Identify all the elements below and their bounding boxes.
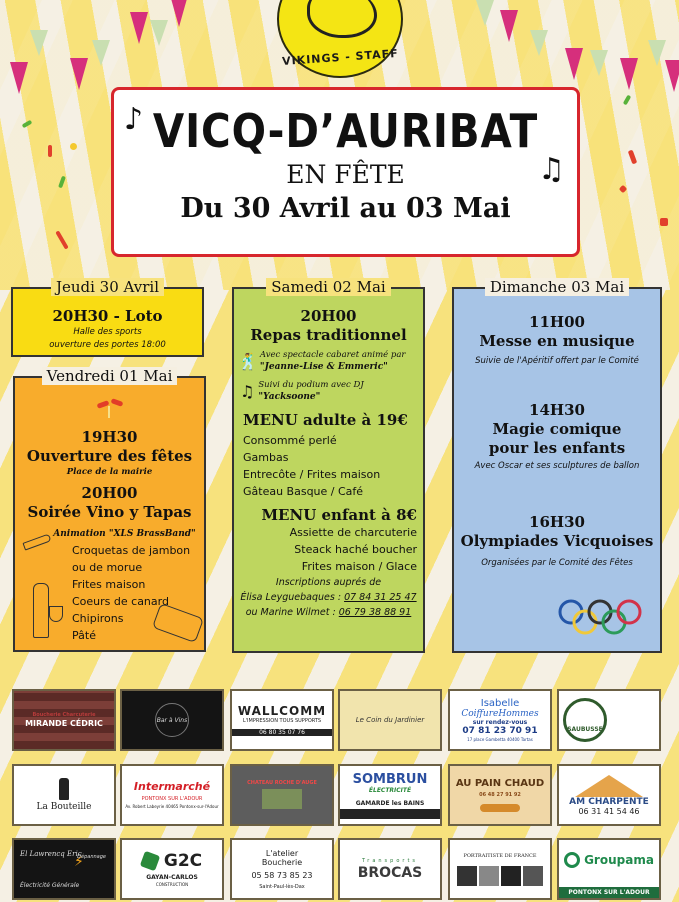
menu-item: Steack haché boucher (294, 543, 417, 556)
sponsor-addr: Av. Robert Labeyrie 40465 Pontonx-sur-l'Adour (125, 804, 219, 809)
sponsor-wallcomm (230, 689, 334, 751)
event-title: Ouverture des fêtes (26, 447, 193, 465)
menu-item: Entrecôte / Frites maison (243, 468, 381, 481)
menu-item: Coeurs de canard (72, 595, 169, 608)
event-title: 20H30 - Loto (52, 307, 163, 325)
sponsor-sub: GAYAN-CARLOS (146, 873, 198, 881)
show-info (234, 349, 423, 373)
sponsor-name: BROCAS (357, 864, 423, 881)
sponsor-phone: 06 48 27 91 92 (479, 792, 521, 798)
event-time: 14H30 (529, 401, 585, 419)
day-title: Vendredi 01 Mai (42, 367, 178, 385)
event-note: Organisées par le Comité des Fêtes (481, 558, 633, 568)
wine-glass-icon (49, 606, 63, 622)
boar-head-icon (307, 0, 377, 38)
dj-note: Suivi du podium avec DJ (258, 380, 364, 390)
menu-item: Pâté (72, 629, 96, 642)
card-vendredi (13, 367, 206, 652)
menu-item: Gâteau Basque / Café (243, 485, 364, 498)
sponsor-sub: Transports (361, 857, 419, 864)
confetti (660, 218, 668, 226)
sponsor-extra: CONSTRUCTION (155, 881, 189, 887)
chateau-photo (262, 789, 302, 809)
menu-item: Consommé perlé (243, 434, 337, 447)
sponsor-name: Intermarché (133, 780, 211, 793)
sponsor-name: Le Coin du Jardinier (355, 716, 425, 724)
sponsor-extra: Dépannage (77, 854, 106, 860)
show-artists: "Jeanne-Lise & Emmeric" (259, 362, 388, 372)
sponsor-phone: 06 80 35 07 76 (232, 729, 332, 736)
sponsor-intermarche (120, 764, 224, 826)
dj-name: "Yacksoone" (258, 392, 321, 402)
sponsor-portraitiste (448, 838, 552, 900)
bread-icon (480, 804, 520, 812)
sponsor-name: AU PAIN CHAUD (455, 778, 545, 789)
title-panel (111, 87, 580, 257)
sponsor-name: G2C (163, 850, 203, 871)
wine-bottle-icon (33, 583, 49, 638)
sponsor-sub: PONTONX SUR L'ADOUR (141, 796, 203, 802)
sponsor-name: MIRANDE CÉDRIC (25, 719, 103, 728)
lightning-icon: ⚡ (74, 854, 84, 870)
menu-item: Gambas (243, 451, 289, 464)
sponsor-isabelle-coiffure (448, 689, 552, 751)
confetti (48, 145, 52, 157)
sponsor-sombrun (338, 764, 442, 826)
sponsor-name: Bar à Vins (155, 703, 189, 737)
olympic-rings-icon (557, 598, 645, 636)
roof-icon (575, 775, 643, 797)
sponsor-sub: PONTONX SUR L'ADOUR (559, 887, 659, 898)
sponsor-name: WALLCOMM (237, 704, 327, 718)
card-jeudi (11, 278, 204, 357)
contact-name: ou Marine Wilmet : (245, 607, 339, 618)
event-dates: Du 30 Avril au 03 Mai (180, 193, 511, 224)
day-title: Samedi 02 Mai (266, 278, 390, 296)
music-note-icon: ♪ (124, 102, 144, 137)
card-samedi (232, 278, 425, 653)
sponsor-sub: L'IMPRESSION TOUS SUPPORTS (242, 718, 322, 724)
menu-item: Croquetas de jambon (72, 544, 191, 557)
sponsor-phone: 07 81 23 70 91 (462, 725, 538, 736)
day-title: Dimanche 03 Mai (485, 278, 629, 296)
event-note: Halle des sports (73, 327, 142, 337)
event-note: ouverture des portes 18:00 (49, 340, 166, 350)
event-time: 16H30 (529, 513, 585, 531)
page-subtitle: EN FÊTE (286, 160, 405, 189)
groupama-logo-icon (564, 852, 580, 868)
event-note: Suivie de l'Apéritif offert par le Comité (475, 356, 639, 366)
menu-item: Frites maison (72, 578, 146, 591)
event-title: Magie comique pour les enfants (488, 420, 626, 457)
contact-name: Élisa Leyguebaques : (240, 592, 345, 603)
contact-line (234, 605, 423, 620)
sponsor-addr: Saint-Paul-lès-Dax (259, 883, 305, 890)
menu-child (234, 524, 423, 575)
menu-adult-title: MENU adulte à 19€ (243, 411, 408, 429)
music-notes-icon: ♫ (240, 381, 255, 401)
dancers-icon: 🕺 (238, 351, 258, 371)
event-time: 20H00 (81, 484, 138, 502)
contact-phone[interactable]: 07 84 31 25 47 (344, 592, 417, 603)
sponsor-sub: CoiffureHommes (461, 708, 539, 719)
sponsor-am-charpente (557, 764, 661, 826)
sponsor-groupama (557, 838, 661, 900)
sponsor-brocas (338, 838, 442, 900)
sponsor-name: SOMBRUN (352, 771, 428, 787)
sponsor-name: El Lawrencq Eric (20, 849, 82, 858)
inscriptions-label: Inscriptions auprés de (275, 577, 382, 588)
event-time: 20H00 (300, 307, 357, 325)
band-note: Animation "XLS BrassBand" (53, 529, 196, 539)
sponsor-extra: sur rendez-vous (472, 718, 528, 726)
sponsor-sub: Boucherie Charcuterie (32, 712, 96, 718)
logo-text: VIKINGS - STAFF (281, 46, 399, 69)
sponsor-sub: Électricité Générale (20, 881, 80, 889)
sponsor-name: La Bouteille (36, 802, 92, 812)
sponsor-name: Isabelle (480, 697, 520, 709)
sponsor-el-lawrencq (12, 838, 116, 900)
contact-line (234, 590, 423, 605)
sponsor-phone: 06 31 41 54 46 (578, 806, 640, 816)
sponsor-name: CHATEAU ROCHE D'AUGE (247, 779, 317, 786)
sponsor-name: AM CHARPENTE (569, 796, 649, 807)
menu-child-title: MENU enfant à 8€ (261, 506, 417, 524)
sponsor-sub: Boucherie (261, 857, 303, 867)
menu-item: Chipirons (72, 612, 124, 625)
music-notes-icon: ♫ (538, 152, 565, 187)
menu-adult (234, 432, 423, 500)
day-title: Jeudi 30 Avril (51, 278, 164, 296)
sponsor-la-bouteille (12, 764, 116, 826)
menu-item: Assiette de charcuterie (289, 526, 417, 539)
sponsor-saubusse (557, 689, 661, 751)
sponsor-name: SAUBUSSE (563, 698, 607, 742)
event-title: Messe en musique (479, 332, 635, 350)
event-note: Avec Oscar et ses sculptures de ballon (474, 461, 640, 471)
page-title: VICQ-D’AURIBAT (152, 104, 539, 158)
sponsor-extra: GAMARDE les BAINS (355, 799, 425, 807)
sponsor-name: L'atelier (265, 848, 299, 858)
sponsor-mirande (12, 689, 116, 751)
event-title: Soirée Vino y Tapas (27, 503, 192, 521)
show-note: Avec spectacle cabaret animé par (259, 350, 406, 360)
sponsor-addr: 17 place Gambetta 40400 Tartas (467, 736, 533, 742)
menu-item: ou de morue (72, 561, 143, 574)
sponsor-jardinier (338, 689, 442, 751)
confetti (70, 143, 77, 150)
event-time: 19H30 (81, 428, 138, 446)
sponsor-name: Groupama (584, 853, 654, 867)
menu-item: Frites maison / Glace (301, 560, 417, 573)
sponsor-name: PORTRAITISTE DE FRANCE (463, 852, 537, 859)
bottle-icon (59, 778, 69, 800)
sponsor-phone: 05 58 73 85 23 (251, 870, 313, 880)
sponsor-chateau (230, 764, 334, 826)
contact-phone[interactable]: 06 79 38 88 91 (338, 607, 412, 618)
event-title: Repas traditionnel (250, 326, 407, 344)
sponsor-latelier-boucherie (230, 838, 334, 900)
sponsor-g2c (120, 838, 224, 900)
sponsor-bar (120, 689, 224, 751)
dj-info (234, 379, 423, 403)
event-time: 11H00 (529, 313, 585, 331)
g2c-logo-icon (140, 850, 161, 871)
sponsor-au-pain-chaud (448, 764, 552, 826)
event-title: Olympiades Vicquoises (460, 532, 654, 550)
firework-icon (95, 398, 125, 418)
event-note: Place de la mairie (66, 467, 153, 477)
sponsor-sub: ÉLECTRICITÉ (368, 786, 412, 794)
